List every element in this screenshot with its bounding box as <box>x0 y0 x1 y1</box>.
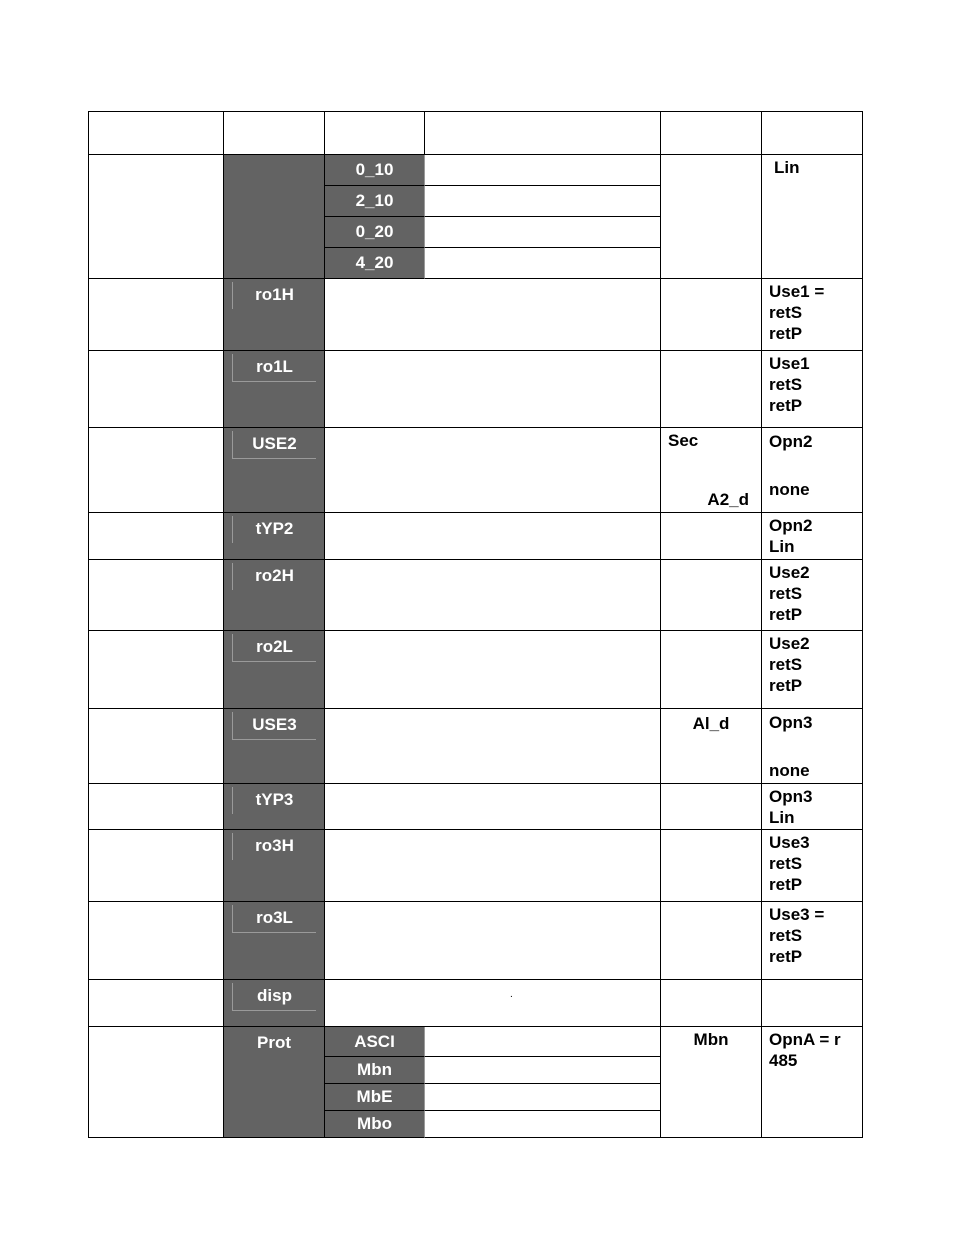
param-cell <box>224 428 325 513</box>
note-cell: Use1 = retS retP <box>762 279 863 351</box>
default-value: Al_d <box>692 714 730 733</box>
option-Mbn: Mbn <box>325 1057 425 1084</box>
note-cell: Opn2 Lin <box>762 513 863 560</box>
default-cell <box>661 560 762 631</box>
table-row-label <box>89 513 224 560</box>
header-cell <box>661 112 762 155</box>
default-cell <box>661 784 762 830</box>
desc-cell <box>325 560 661 631</box>
param-ro2H: ro2H <box>232 563 316 590</box>
note-cell: Use2 retS retP <box>762 631 863 709</box>
default-cell <box>661 980 762 1027</box>
param-ro3H: ro3H <box>232 833 316 860</box>
default-value: Mbn <box>693 1030 729 1049</box>
default-cell <box>661 631 762 709</box>
param-cell <box>224 279 325 351</box>
note-cell: Opn2 none <box>762 428 863 513</box>
header-cell <box>89 112 224 155</box>
param-cell <box>224 1027 325 1138</box>
table-row-label <box>89 279 224 351</box>
option-desc <box>425 1027 661 1057</box>
note-cell: Opn3 none <box>762 709 863 784</box>
note-cell: OpnA = r 485 <box>762 1027 863 1138</box>
default-cell <box>661 351 762 428</box>
table-row-label <box>89 980 224 1027</box>
table-row-label <box>89 902 224 980</box>
header-cell <box>425 112 661 155</box>
desc-cell <box>325 428 661 513</box>
table-row-label <box>89 155 224 279</box>
desc-cell <box>325 631 661 709</box>
desc-cell <box>325 513 661 560</box>
option-desc <box>425 217 661 248</box>
desc-cell <box>325 980 661 1027</box>
header-cell <box>325 112 425 155</box>
table-row-label <box>89 631 224 709</box>
param-cell <box>224 980 325 1027</box>
param-tYP2: tYP2 <box>232 516 316 543</box>
table-row-label <box>89 830 224 902</box>
note-cell: Use3 retS retP <box>762 830 863 902</box>
option-desc <box>425 1111 661 1138</box>
table-row-label <box>89 784 224 830</box>
param-USE2: USE2 <box>232 431 316 459</box>
table-row-label <box>89 1027 224 1138</box>
param-cell <box>224 513 325 560</box>
default-value-top: Sec <box>668 431 699 450</box>
param-ro2L: ro2L <box>232 634 316 662</box>
desc-cell <box>325 709 661 784</box>
header-cell <box>762 112 863 155</box>
default-cell <box>661 1027 762 1138</box>
note-cell: Lin <box>762 155 863 279</box>
note-cell: Opn3 Lin <box>762 784 863 830</box>
desc-cell <box>325 351 661 428</box>
desc-mark: . <box>510 989 513 1000</box>
param-cell <box>224 784 325 830</box>
param-cell <box>224 902 325 980</box>
option-Mbo: Mbo <box>325 1111 425 1138</box>
default-cell <box>661 279 762 351</box>
option-desc <box>425 1084 661 1111</box>
param-cell <box>224 560 325 631</box>
note-cell <box>762 980 863 1027</box>
default-cell <box>661 709 762 784</box>
default-cell <box>661 155 762 279</box>
desc-cell <box>325 830 661 902</box>
option-0-20: 0_20 <box>325 217 425 248</box>
option-MbE: MbE <box>325 1084 425 1111</box>
default-cell <box>661 513 762 560</box>
option-desc <box>425 1057 661 1084</box>
param-disp: disp <box>232 983 316 1011</box>
param-ro1L: ro1L <box>232 354 316 382</box>
table-row-label <box>89 709 224 784</box>
header-cell <box>224 112 325 155</box>
param-cell <box>224 631 325 709</box>
table-row-label <box>89 428 224 513</box>
option-desc <box>425 186 661 217</box>
option-ASCI: ASCI <box>325 1027 425 1057</box>
param-USE3: USE3 <box>232 712 316 740</box>
param-cell <box>224 155 325 279</box>
note-cell: Use3 = retS retP <box>762 902 863 980</box>
param-cell <box>224 830 325 902</box>
default-cell <box>661 902 762 980</box>
desc-cell <box>325 279 661 351</box>
param-cell <box>224 709 325 784</box>
option-0-10: 0_10 <box>325 155 425 186</box>
default-cell <box>661 428 762 513</box>
param-ro1H: ro1H <box>232 282 316 309</box>
note-cell: Use2 retS retP <box>762 560 863 631</box>
param-cell <box>224 351 325 428</box>
option-4-20: 4_20 <box>325 248 425 279</box>
table-row-label <box>89 560 224 631</box>
param-tYP3: tYP3 <box>232 787 316 814</box>
option-2-10: 2_10 <box>325 186 425 217</box>
table-row-label <box>89 351 224 428</box>
option-desc <box>425 155 661 186</box>
param-Prot: Prot <box>257 1033 291 1052</box>
default-cell <box>661 830 762 902</box>
param-ro3L: ro3L <box>232 905 316 933</box>
default-value-bottom: A2_d <box>707 490 749 509</box>
desc-cell <box>325 902 661 980</box>
parameter-table <box>88 111 863 1138</box>
option-desc <box>425 248 661 279</box>
note-cell: Use1 retS retP <box>762 351 863 428</box>
desc-cell <box>325 784 661 830</box>
